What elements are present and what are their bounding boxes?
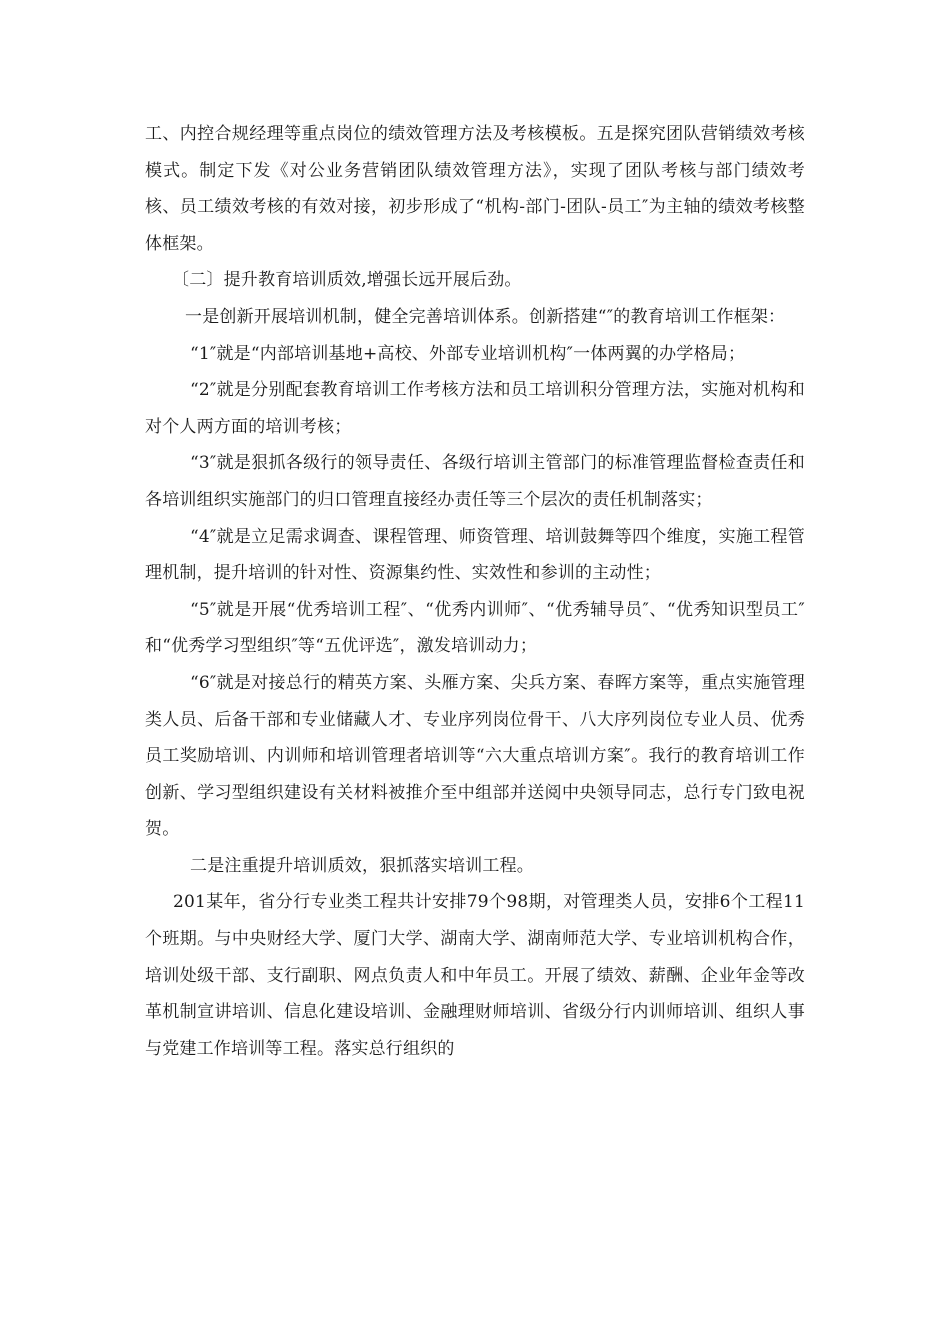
document-body: [145, 116, 805, 1067]
paragraph-training-mechanism: 一是创新开展培训机制，健全完善培训体系。创新搭建“″的教育培训工作框架：: [185, 306, 786, 327]
paragraph-item-1: “1″就是“内部培训基地+高校、外部专业培训机构″一体两翼的办学格局；: [190, 343, 746, 364]
paragraph-annual-projects: 201某年，省分行专业类工程共计安排79个98期，对管理类人员，安排6个工程11个班期。与中央财经大学、厦门大学、湖南大学、湖南师范大学、专业培训机构合作，培训处级干部、支行副职、网点负责人和中年员工。开展了绩效、薪酬、企业年金等改革机制宣讲培训、信息化建设培训、金融理财师培训、省级分行内训师培训、组织人事与党建工作培训等工程。落实总行组织的: [145, 892, 805, 1059]
section-heading-training: 〔二〕提升教育培训质效,增强长远开展后劲。: [172, 270, 522, 291]
paragraph-item-2: “2″就是分别配套教育培训工作考核方法和员工培训积分管理方法，实施对机构和对个人两方面的培训考核；: [145, 380, 805, 437]
paragraph-item-5: “5″就是开展“优秀培训工程″、“优秀内训师″、“优秀辅导员″、“优秀知识型员工″和“优秀学习型组织″等“五优评选″，激发培训动力；: [145, 599, 805, 657]
paragraph-performance-framework: 工、内控合规经理等重点岗位的绩效管理方法及考核模板。五是探究团队营销绩效考核模式。制定下发《对公业务营销团队绩效管理方法》，实现了团队考核与部门绩效考核、员工绩效考核的有效对接，初步形成了“机构-部门-团队-员工″为主轴的绩效考核整体框架。: [145, 124, 805, 254]
paragraph-item-6: “6″就是对接总行的精英方案、头雁方案、尖兵方案、春晖方案等，重点实施管理类人员、后备干部和专业储藏人才、专业序列岗位骨干、八大序列岗位专业人员、优秀员工奖励培训、内训师和培训管理者培训等“六大重点培训方案″。我行的教育培训工作创新、学习型组织建设有关材料被推介至中组部并送阅中央领导同志，总行专门致电祝贺。: [145, 672, 805, 840]
paragraph-item-3: “3″就是狠抓各级行的领导责任、各级行培训主管部门的标准管理监督检查责任和各培训组织实施部门的归口管理直接经办责任等三个层次的责任机制落实；: [145, 453, 805, 510]
paragraph-training-quality: 二是注重提升培训质效，狠抓落实培训工程。: [190, 855, 534, 876]
paragraph-item-4: “4″就是立足需求调查、课程管理、师资管理、培训鼓舞等四个维度，实施工程管理机制，提升培训的针对性、资源集约性、实效性和参训的主动性；: [145, 526, 805, 584]
